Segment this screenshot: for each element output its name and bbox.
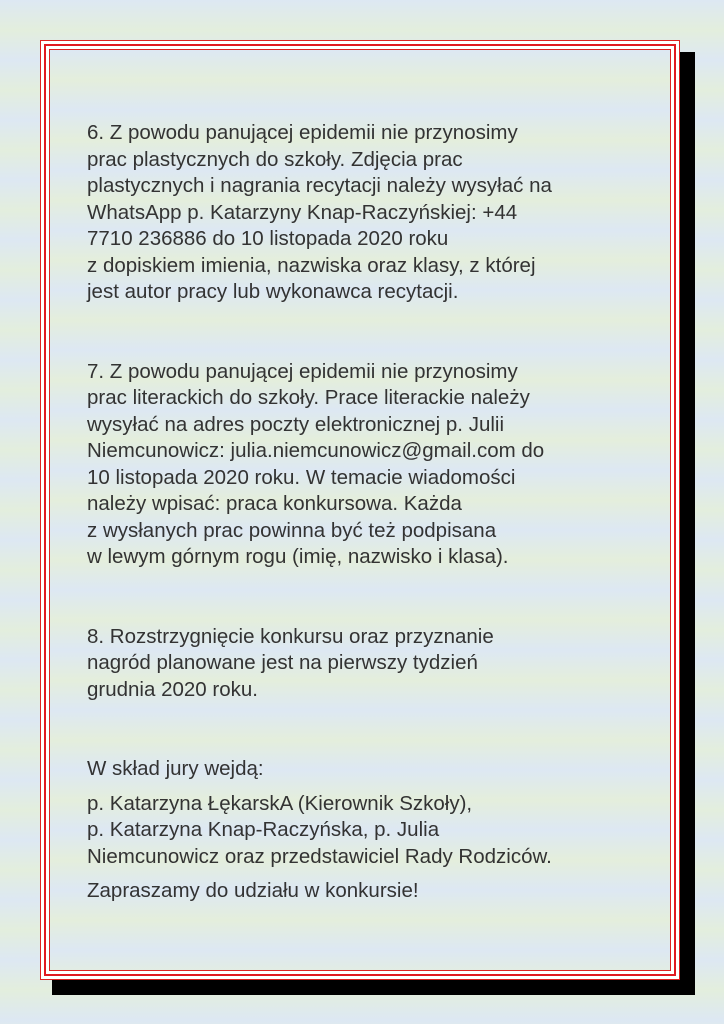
paragraph-8	[87, 624, 657, 704]
line: Niemcunowicz oraz przedstawiciel Rady Rodziców.	[87, 844, 552, 868]
line: nagród planowane jest na pierwszy tydzień	[87, 651, 478, 674]
line: 7710 236886 do 10 listopada 2020 roku	[87, 227, 449, 250]
line: 7. Z powodu panującej epidemii nie przynosimy	[87, 359, 518, 383]
line: p. Katarzyna Knap-Raczyńska, p. Julia	[87, 818, 440, 841]
closing-invitation: Zapraszamy do udziału w konkursie!	[87, 879, 419, 902]
document-body	[87, 120, 657, 905]
line: 10 listopada 2020 roku. W temacie wiadomości	[87, 465, 516, 489]
line: 6. Z powodu panującej epidemii nie przynosimy	[87, 121, 518, 144]
paragraph-7	[87, 359, 657, 571]
line: grudnia 2020 roku.	[87, 677, 258, 701]
line: w lewym górnym rogu (imię, nazwisko i klasa).	[87, 545, 509, 568]
line: z wysłanych prac powinna być też podpisana	[87, 518, 497, 542]
line: WhatsApp p. Katarzyny Knap-Raczyńskiej: +44	[87, 200, 518, 224]
line: jest autor pracy lub wykonawca recytacji.	[87, 280, 459, 303]
jury-list	[87, 791, 657, 871]
line: p. Katarzyna ŁękarskA (Kierownik Szkoły),	[87, 791, 473, 815]
line: wysyłać na adres poczty elektronicznej p. Julii	[87, 412, 505, 436]
line: z dopiskiem imienia, nazwiska oraz klasy, z której	[87, 253, 536, 277]
line: prac plastycznych do szkoły. Zdjęcia prac	[87, 147, 463, 171]
paragraph-6	[87, 120, 657, 306]
line: 8. Rozstrzygnięcie konkursu oraz przyznanie	[87, 624, 494, 648]
line: Niemcunowicz: julia.niemcunowicz@gmail.com do	[87, 439, 545, 462]
line: plastycznych i nagrania recytacji należy wysyłać na	[87, 174, 552, 197]
line: prac literackich do szkoły. Prace literackie należy	[87, 386, 530, 409]
line: należy wpisać: praca konkursowa. Każda	[87, 492, 462, 515]
jury-heading: W skład jury wejdą:	[87, 757, 264, 780]
